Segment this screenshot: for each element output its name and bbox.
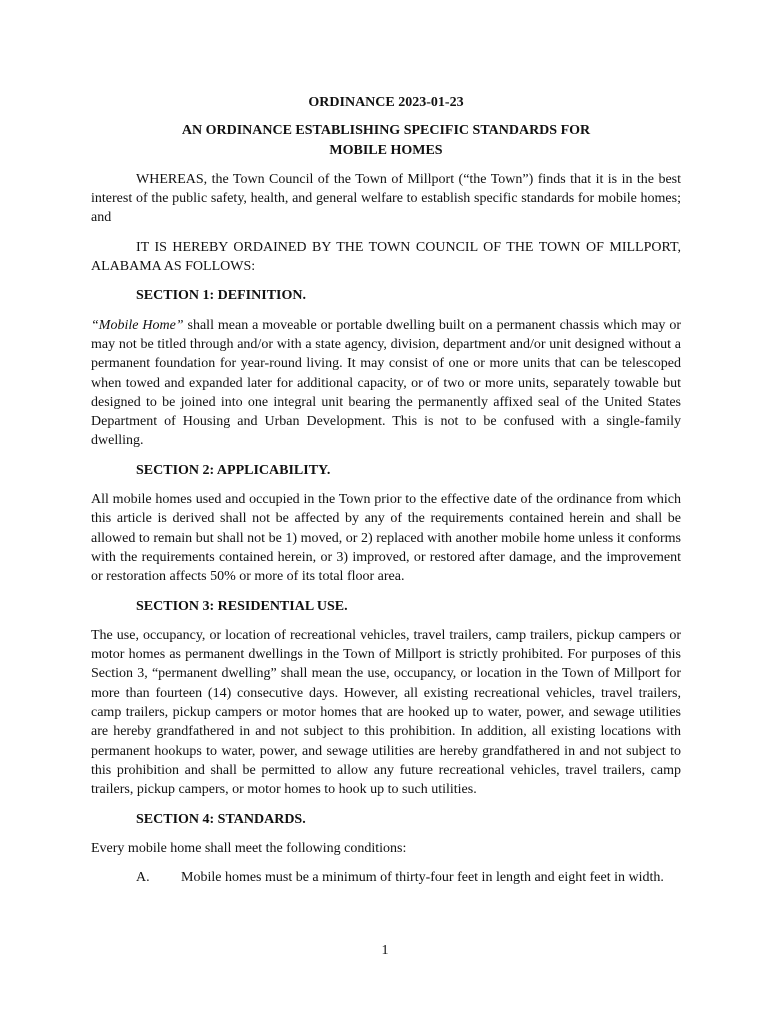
standard-item-marker: A. — [136, 870, 150, 886]
page-number: 1 — [381, 943, 389, 958]
subtitle-line-2: MOBILE HOMES — [329, 142, 443, 158]
section-1-paragraph — [91, 316, 681, 451]
section-2-heading: SECTION 2: APPLICABILITY. — [136, 462, 331, 478]
standards-list — [91, 868, 681, 887]
standard-item-a — [91, 868, 681, 887]
section-4-paragraph: Every mobile home shall meet the following conditions: — [91, 840, 407, 856]
ordinance-subtitle — [91, 121, 681, 160]
section-3-heading: SECTION 3: RESIDENTIAL USE. — [136, 598, 348, 614]
whereas-paragraph: WHEREAS, the Town Council of the Town of Millport (“the Town”) finds that it is in the best interest of the public safety, health, and general welfare to establish specific standards for mobile homes; and — [91, 171, 681, 226]
ordinance-title: ORDINANCE 2023-01-23 — [308, 95, 464, 110]
section-1-heading: SECTION 1: DEFINITION. — [136, 288, 306, 304]
subtitle-line-1: AN ORDINANCE ESTABLISHING SPECIFIC STANDARDS FOR — [181, 123, 591, 139]
standard-item-text: Mobile homes must be a minimum of thirty-four feet in length and eight feet in width. — [181, 870, 664, 886]
document-page — [91, 93, 681, 897]
section-4-heading: SECTION 4: STANDARDS. — [136, 811, 306, 827]
defined-term: “Mobile Home” — [91, 317, 184, 333]
definition-text: shall mean a moveable or portable dwelling built on a permanent chassis which may or may not be titled through and/or with a state agency, division, department and/or unit designed without a permanent foundation for year-round living. It may consist of one or more units that can be telescoped when towed and expanded later for additional capacity, or of two or more units, separately towable but designed to be joined into one integral unit bearing the permanently affixed seal of the United States Department of Housing and Urban Development. This is not to be confused with a single-family dwelling. — [91, 317, 681, 449]
section-3-paragraph: The use, occupancy, or location of recreational vehicles, travel trailers, camp trailers, pickup campers or motor homes as permanent dwellings in the Town of Millport is strictly prohibited. For purposes of this Section 3, “permanent dwelling” shall mean the use, occupancy, or location in the Town of Millport for more than fourteen (14) consecutive days. However, all existing recreational vehicles, travel trailers, camp trailers, pickup campers or motor homes that are hooked up to water, power, and sewage utilities are hereby grandfathered in and not subject to this prohibition. In addition, all existing locations with permanent hookups to water, power, and sewage utilities are hereby grandfathered in and not subject to this prohibition and shall be permitted to allow any future recreational vehicles, travel trailers, camp trailers, pickup campers, or motor homes to hook up to such utilities. — [91, 627, 681, 798]
section-2-paragraph: All mobile homes used and occupied in the Town prior to the effective date of the ordinance from which this article is derived shall not be affected by any of the requirements contained herein and shall be allowed to remain but shall not be 1) moved, or 2) replaced with another mobile home unless it conforms with the requirements contained herein, or 3) improved, or restored after damage, and the improvement or restoration affects 50% or more of its total floor area. — [91, 492, 681, 585]
ordained-paragraph: IT IS HEREBY ORDAINED BY THE TOWN COUNCIL OF THE TOWN OF MILLPORT, ALABAMA AS FOLLOWS: — [91, 239, 681, 275]
